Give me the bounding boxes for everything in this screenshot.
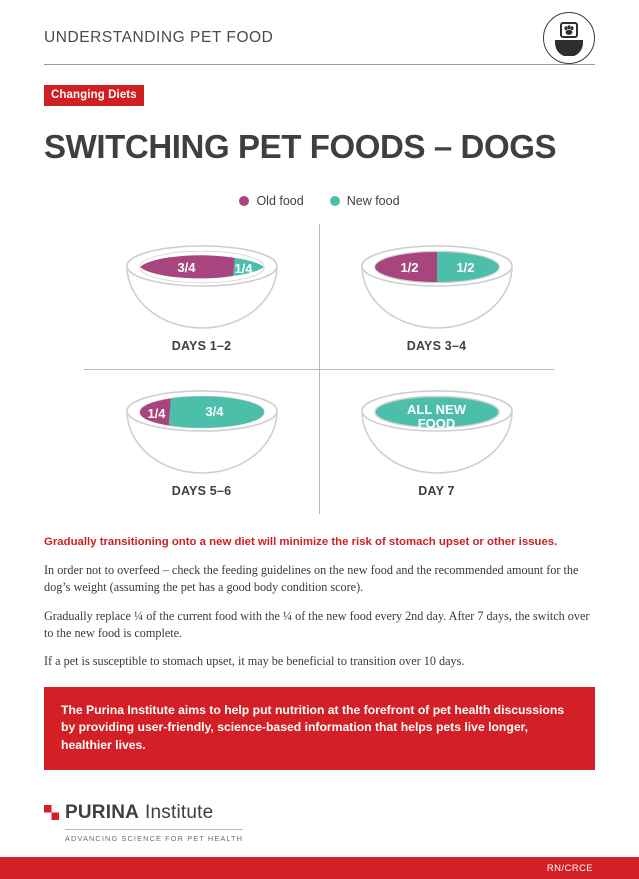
bowl-fraction-new: 1/4: [234, 261, 253, 276]
bowl-fraction-old: 1/2: [400, 260, 419, 275]
bowl-fraction-new: 3/4: [205, 404, 224, 419]
bowl-label-day-7: DAY 7: [418, 484, 455, 498]
bowl-cell-day-7: [319, 369, 554, 514]
brand-lockup: [44, 802, 595, 843]
brand-divider: [65, 829, 243, 830]
bowl-fraction-old: 1/4: [147, 406, 166, 421]
bowl-illustration: [123, 244, 281, 330]
purina-checkerboard-icon: [44, 805, 59, 820]
bowl-fraction-old: 3/4: [177, 260, 196, 275]
bowl-cell-days-5-6: [84, 369, 319, 514]
body-paragraph-2: Gradually replace ¼ of the current food with the ¼ of the new food every 2nd day. After 7 days, the switch over to the new food is complete.: [44, 608, 590, 640]
bowl-illustration: [358, 244, 516, 330]
bowl-days-5-6: [123, 389, 281, 475]
legend-item-new-food: [330, 194, 400, 208]
bowl-fraction-new: ALL NEW FOOD: [407, 402, 466, 432]
bowl-label-days-5-6: DAYS 5–6: [171, 484, 232, 498]
tag-row: [44, 85, 595, 106]
bowl-day-7: [358, 389, 516, 475]
pet-bowl-paw-glyph: [552, 20, 586, 56]
header-title: UNDERSTANDING PET FOOD: [44, 29, 274, 46]
checkerboard-glyph: [44, 805, 59, 820]
brand-row: [44, 802, 595, 824]
brand-tagline: ADVANCING SCIENCE FOR PET HEALTH: [65, 833, 244, 843]
pet-bowl-paw-icon: [543, 12, 595, 64]
bowl-label-days-1-2: DAYS 1–2: [171, 339, 232, 353]
legend-label-old-food: Old food: [256, 194, 304, 208]
bowl-illustration: [123, 389, 281, 475]
header-divider: [44, 64, 595, 65]
brand-name: PURINA: [65, 801, 140, 823]
page-header: [44, 0, 595, 62]
bowl-days-1-2: [123, 244, 281, 330]
bowl-days-3-4: [358, 244, 516, 330]
body-paragraph-1: In order not to overfeed – check the feeding guidelines on the new food and the recommended amount for the dog’s weight (assuming the pet has a good body condition score).: [44, 563, 579, 595]
bowl-cell-days-1-2: [84, 224, 319, 369]
bowl-diagram-grid: [84, 224, 554, 514]
page-title: SWITCHING PET FOODS – DOGS: [44, 128, 557, 165]
mission-callout: The Purina Institute aims to help put nutrition at the forefront of pet health discussions by providing user-friendly, science-based information that helps pets live longer, healthier lives.: [44, 687, 595, 770]
page-footer: [0, 857, 639, 879]
bowl-label-days-3-4: DAYS 3–4: [406, 339, 467, 353]
bowl-cell-days-3-4: [319, 224, 554, 369]
brand-subname: Institute: [145, 801, 214, 823]
lead-paragraph: Gradually transitioning onto a new diet will minimize the risk of stomach upset or other issues.: [44, 536, 558, 548]
legend-swatch-new-food: [330, 196, 340, 206]
status-badge: Changing Diets: [44, 85, 144, 106]
bowl-illustration: [358, 389, 516, 475]
footer-code: RN/CRCE: [546, 862, 593, 874]
legend-item-old-food: [239, 194, 303, 208]
legend-swatch-old-food: [239, 196, 249, 206]
body-copy: [44, 536, 595, 671]
body-paragraph-3: If a pet is susceptible to stomach upset, it may be beneficial to transition over 10 days.: [44, 654, 465, 669]
grid-divider-horizontal: [84, 369, 554, 370]
legend-label-new-food: New food: [346, 194, 400, 208]
legend: [44, 194, 595, 208]
bowl-fraction-new: 1/2: [456, 260, 475, 275]
